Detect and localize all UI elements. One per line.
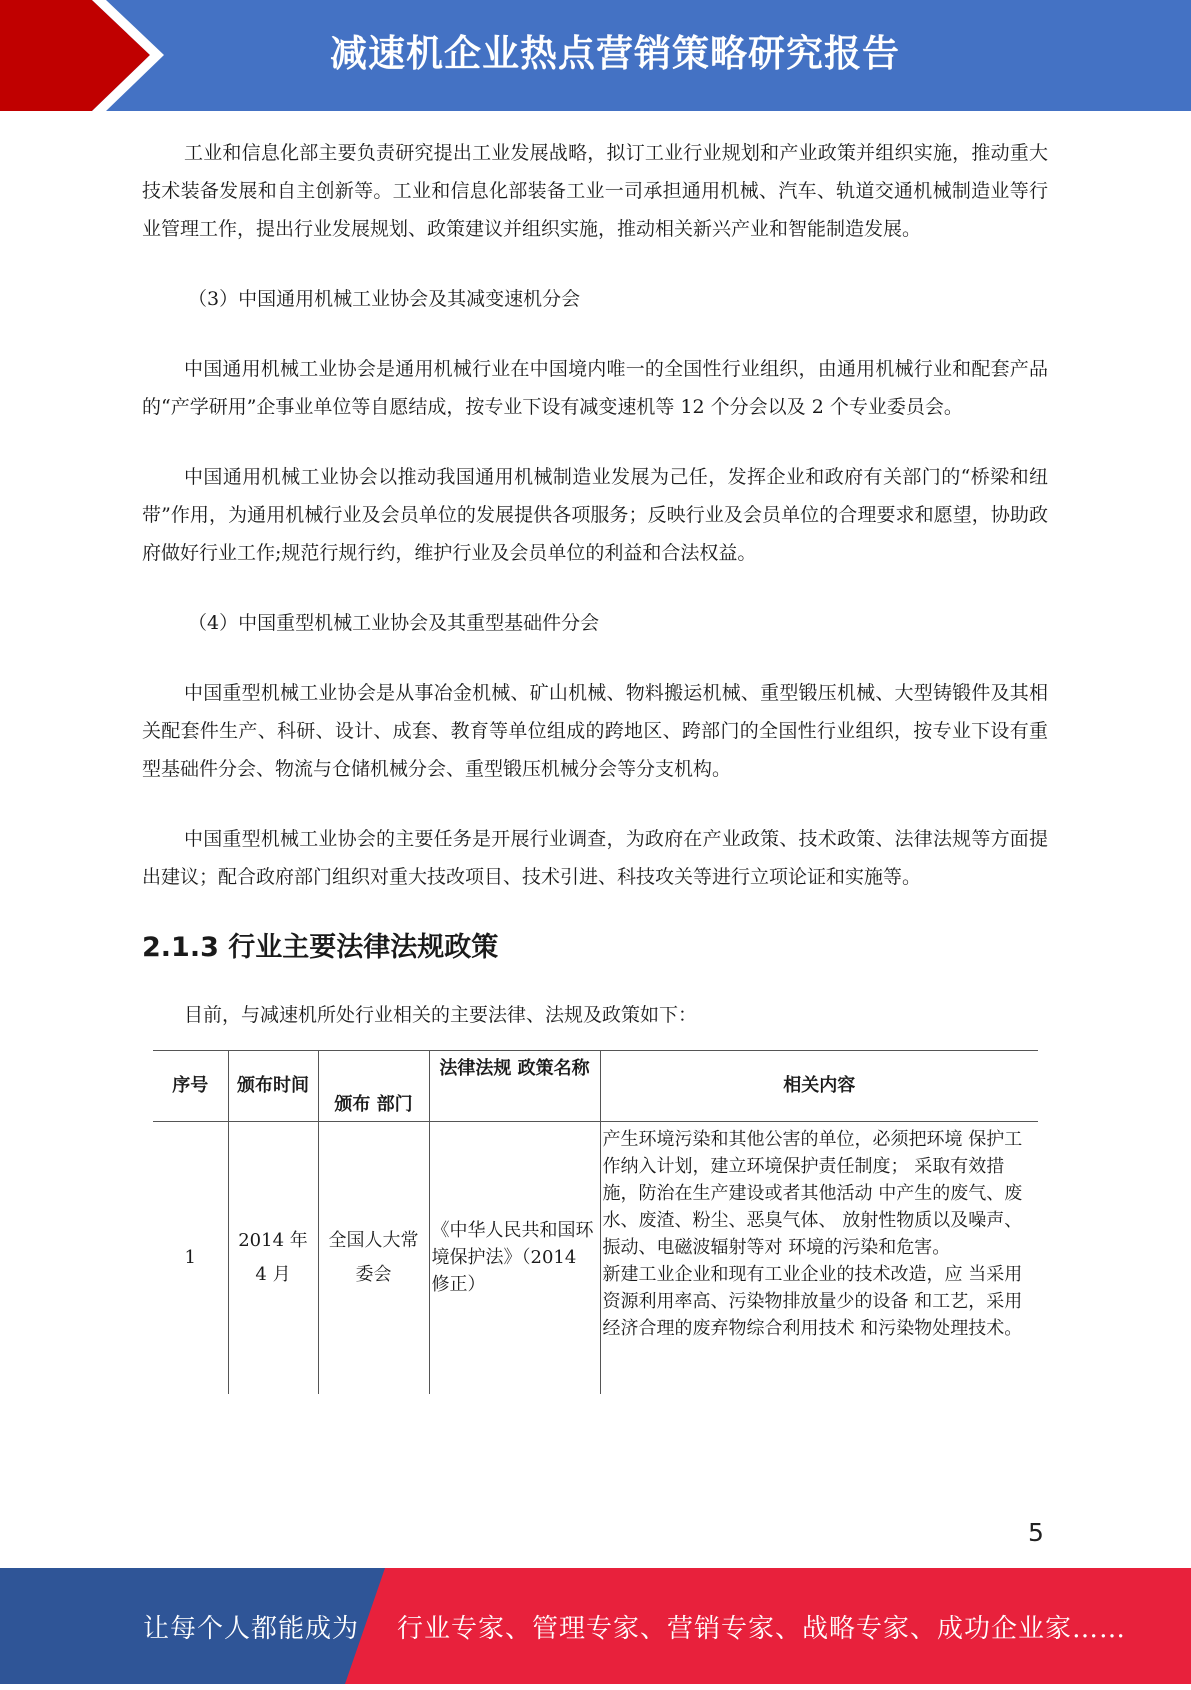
header-content: 相关内容 (600, 1051, 1038, 1122)
cell-content (600, 1122, 1038, 1394)
footer-slogan-right: 行业专家、管理专家、营销专家、战略专家、成功企业家…… (397, 1614, 1127, 1644)
header-dept: 颁布 部门 (318, 1051, 429, 1122)
table-intro: 目前，与减速机所处行业相关的主要法律、法规及政策如下： (184, 1004, 698, 1026)
report-title: 减速机企业热点营销策略研究报告 (330, 32, 900, 75)
footer-slogan-left: 让每个人都能成为 (143, 1614, 360, 1644)
page-footer (0, 1568, 1191, 1684)
policy-table (153, 1050, 1038, 1394)
section-heading: 2.1.3 行业主要法律法规政策 (142, 932, 499, 963)
paragraph-general-machinery-role: 中国通用机械工业协会以推动我国通用机械制造业发展为己任，发挥企业和政府有关部门的“桥梁和纽带”作用，为通用机械行业及会员单位的发展提供各项服务；反映行业及会员单位的合理要求和愿望，协助政府做好行业工作;规范行规行约，维护行业及会员单位的利益和合法权益。 (142, 466, 1048, 564)
page-number: 5 (1028, 1518, 1044, 1547)
subheading-heavy-machinery: （4）中国重型机械工业协会及其重型基础件分会 (188, 612, 600, 634)
table-row (153, 1122, 1038, 1394)
cell-date: 2014 年 4 月 (228, 1122, 318, 1394)
paragraph-heavy-machinery-intro: 中国重型机械工业协会是从事冶金机械、矿山机械、物料搬运机械、重型锻压机械、大型铸锻件及其相关配套件生产、科研、设计、成套、教育等单位组成的跨地区、跨部门的全国性行业组织，按专业下设有重型基础件分会、物流与仓储机械分会、重型锻压机械分会等分支机构。 (142, 682, 1048, 780)
paragraph-heavy-machinery-tasks: 中国重型机械工业协会的主要任务是开展行业调查，为政府在产业政策、技术政策、法律法规等方面提出建议；配合政府部门组织对重大技改项目、技术引进、科技攻关等进行立项论证和实施等。 (142, 828, 1048, 888)
header-no: 序号 (153, 1051, 228, 1122)
page-header (0, 0, 1191, 111)
cell-law: 《中华人民共和国环境保护法》（2014 修正） (429, 1122, 600, 1394)
content-paragraph-1: 产生环境污染和其他公害的单位，必须把环境 保护工作纳入计划，建立环境保护责任制度； 采取有效措施，防治在生产建设或者其他活动 中产生的废气、废水、废渣、粉尘、恶臭气体、 放射性物质以及噪声、振动、电磁波辐射等对 环境的污染和危害。 (602, 1129, 1023, 1258)
paragraph-general-machinery-intro: 中国通用机械工业协会是通用机械行业在中国境内唯一的全国性行业组织，由通用机械行业和配套产品的“产学研用”企事业单位等自愿结成，按专业下设有减变速机等 12 个分会以及 2 个专业委员会。 (142, 358, 1048, 418)
page-body (142, 134, 1048, 1394)
cell-dept: 全国人大常委会 (318, 1122, 429, 1394)
cell-no: 1 (184, 1246, 196, 1268)
header-date: 颁布时间 (228, 1051, 318, 1122)
paragraph-miit: 工业和信息化部主要负责研究提出工业发展战略，拟订工业行业规划和产业政策并组织实施，推动重大技术装备发展和自主创新等。工业和信息化部装备工业一司承担通用机械、汽车、轨道交通机械制造业等行业管理工作，提出行业发展规划、政策建议并组织实施，推动相关新兴产业和智能制造发展。 (142, 142, 1048, 240)
subheading-general-machinery: （3）中国通用机械工业协会及其减变速机分会 (188, 288, 581, 310)
header-law: 法律法规 政策名称 (429, 1051, 600, 1122)
content-paragraph-2: 新建工业企业和现有工业企业的技术改造，应 当采用资源利用率高、污染物排放量少的设备 和工艺，采用经济合理的废弃物综合利用技术 和污染物处理技术。 (602, 1264, 1023, 1339)
table-header-row (153, 1051, 1038, 1122)
